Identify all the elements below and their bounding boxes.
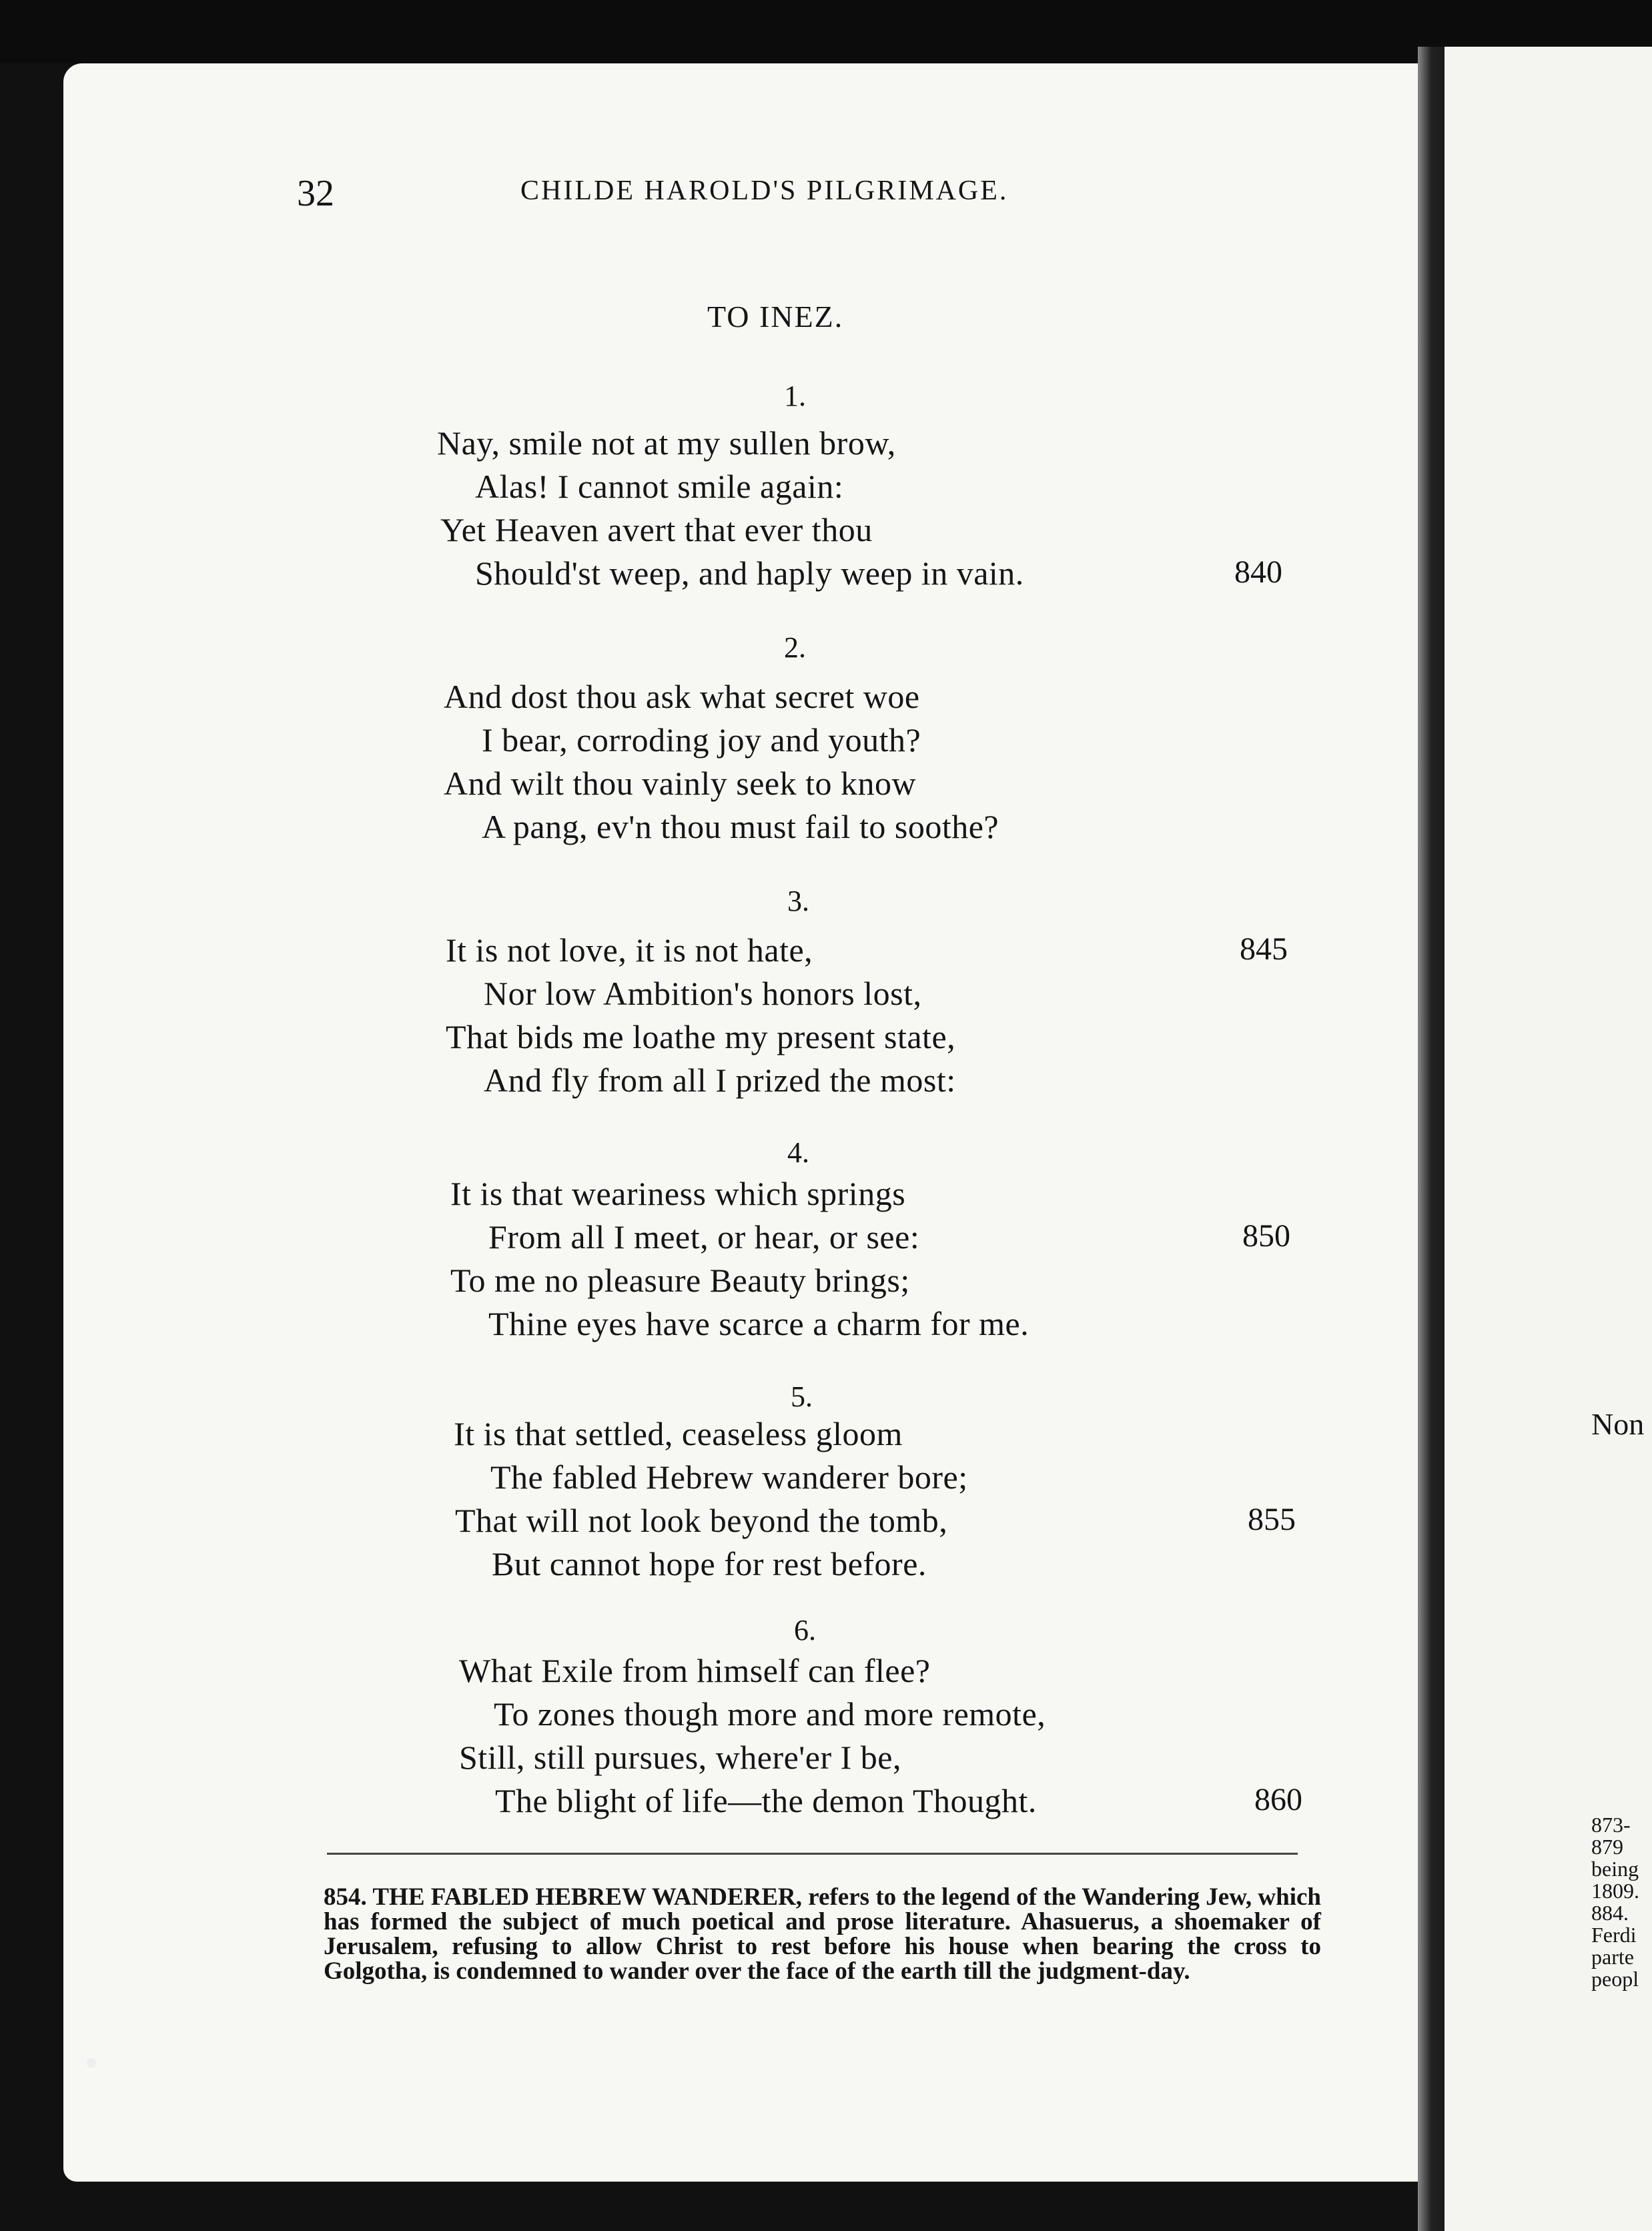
verse-line: To me no pleasure Beauty brings; [450, 1262, 910, 1299]
stanza-number: 3. [787, 885, 809, 917]
verse-line: And wilt thou vainly seek to know [444, 765, 917, 802]
verse-line: Thine eyes have scarce a charm for me. [488, 1305, 1029, 1342]
verse-line: What Exile from himself can flee? [459, 1652, 931, 1689]
facing-page-note: 879 [1591, 1835, 1623, 1859]
verse-line: And fly from all I prized the most: [484, 1061, 956, 1099]
paper-speck [87, 2058, 96, 2068]
verse-line: It is that settled, ceaseless gloom [454, 1415, 903, 1452]
verse-line: To zones though more and more remote, [494, 1695, 1046, 1733]
running-head: CHILDE HAROLD'S PILGRIMAGE. [520, 175, 1009, 206]
page-number: 32 [297, 173, 334, 214]
facing-page-note: parte [1591, 1945, 1634, 1969]
facing-page-note: being [1591, 1857, 1639, 1881]
footnote-divider [327, 1853, 1298, 1855]
verse-line: Should'st weep, and haply weep in vain. [475, 554, 1024, 592]
verse-line: Yet Heaven avert that ever thou [440, 511, 873, 548]
line-number: 850 [1242, 1218, 1290, 1254]
scan-border-top [0, 0, 1652, 63]
facing-page-note: peopl [1591, 1967, 1639, 1991]
footnote: 854. THE FABLED HEBREW WANDERER, refers to the legend of the Wandering Jew, which has formed the subject of much poetical and prose literature. Ahasuerus, a shoemaker of Jerusalem, refusing to allow Christ to rest before his house when bearing the cross to Golgotha, is condemned to wander over the face of the earth till the judgment-day. [324, 1883, 1321, 1985]
verse-line: I bear, corroding joy and youth? [482, 721, 921, 759]
facing-page-note: 1809. [1591, 1879, 1639, 1903]
facing-page-note: 884. [1591, 1901, 1629, 1925]
verse-line: And dost thou ask what secret woe [444, 678, 920, 715]
verse-line: That bids me loathe my present state, [446, 1018, 956, 1055]
book-page [63, 63, 1428, 2182]
verse-line: Alas! I cannot smile again: [475, 468, 844, 505]
poem-title: TO INEZ. [707, 300, 844, 334]
facing-page-word: Non [1591, 1407, 1645, 1441]
facing-page-note: 873- [1591, 1813, 1631, 1837]
verse-line: It is not love, it is not hate, [446, 931, 813, 969]
stanza-number: 2. [784, 631, 806, 664]
line-number: 855 [1248, 1502, 1296, 1537]
stanza-number: 5. [791, 1380, 813, 1413]
line-number: 845 [1240, 931, 1288, 967]
book-gutter [1418, 47, 1444, 2231]
stanza-number: 1. [784, 380, 806, 412]
verse-line: It is that weariness which springs [450, 1175, 906, 1212]
verse-line: A pang, ev'n thou must fail to soothe? [482, 808, 999, 845]
verse-line: Nay, smile not at my sullen brow, [437, 424, 896, 462]
verse-line: That will not look beyond the tomb, [455, 1502, 948, 1539]
verse-line: The fabled Hebrew wanderer bore; [490, 1458, 968, 1496]
line-number: 840 [1234, 554, 1282, 590]
verse-line: Nor low Ambition's honors lost, [484, 975, 922, 1012]
stanza-number: 4. [787, 1136, 809, 1169]
line-number: 860 [1254, 1782, 1302, 1817]
verse-line: Still, still pursues, where'er I be, [459, 1739, 901, 1776]
verse-line: The blight of life—the demon Thought. [495, 1782, 1037, 1819]
verse-line: From all I meet, or hear, or see: [488, 1218, 920, 1256]
stanza-number: 6. [794, 1614, 816, 1647]
verse-line: But cannot hope for rest before. [492, 1545, 927, 1583]
facing-page-note: Ferdi [1591, 1923, 1637, 1947]
facing-page-edge [1444, 47, 1652, 2231]
